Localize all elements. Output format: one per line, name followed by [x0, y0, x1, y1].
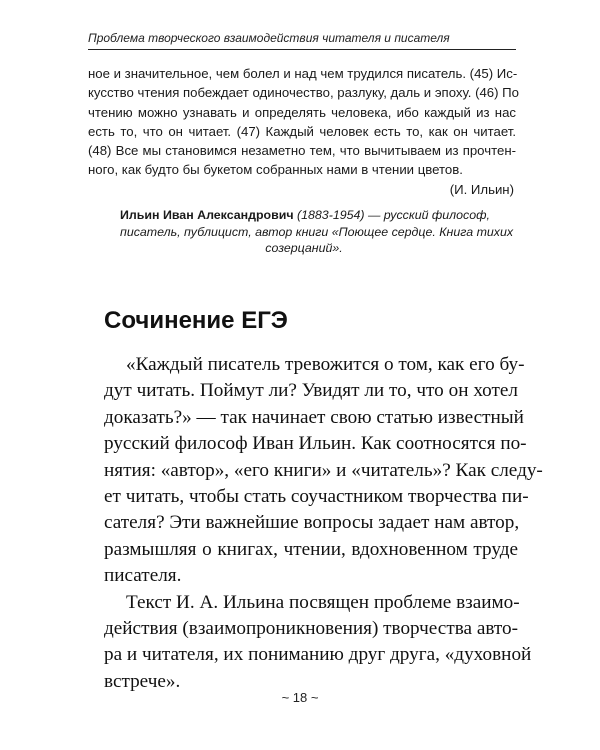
essay-line: размышляя о книгах, чтении, вдохновенном труде: [104, 538, 518, 560]
bio-line-3: созерцаний».: [265, 241, 343, 255]
essay-line: Текст И. А. Ильина посвящен проблеме взаимо-: [126, 591, 520, 613]
excerpt-line: ное и значительное, чем болел и над чем трудился писатель. (45) Ис-: [88, 66, 518, 81]
essay-line: доказать?» — так начинает свою статью известный: [104, 406, 524, 428]
essay-line: встрече».: [104, 670, 181, 692]
bio-line-2: писатель, публицист, автор книги «Поющее сердце. Книга тихих: [120, 224, 514, 239]
essay-line: нятия: «автор», «его книги» и «читатель»? Как следу-: [104, 459, 543, 481]
essay-body: [104, 352, 543, 695]
essay-line: писателя.: [104, 565, 182, 587]
section-title: Сочинение ЕГЭ: [104, 307, 288, 334]
essay-line: русский философ Иван Ильин. Как соотносятся по-: [104, 433, 527, 455]
essay-line: дут читать. Поймут ли? Увидят ли то, что он хотел: [104, 380, 518, 402]
excerpt-line: кусство чтения побеждает одиночество, разлуку, даль и эпоху. (46) По: [88, 85, 519, 101]
essay-line: сателя? Эти важнейшие вопросы задает нам автор,: [104, 512, 520, 534]
bio-dates-role: (1883-1954) — русский философ,: [293, 208, 490, 222]
essay-line: ра и читателя, их пониманию друг друга, «духовной: [104, 644, 532, 666]
bio-author-name: Ильин Иван Александрович: [120, 208, 294, 222]
essay-line: действия (взаимопроникновения) творчества авто-: [104, 618, 519, 640]
bio-line-1: [120, 207, 488, 224]
page-number: ~ 18 ~: [281, 690, 319, 705]
source-text-excerpt: [88, 64, 519, 199]
header-rule: [88, 49, 516, 50]
excerpt-line: чтению можно узнавать и определять человека, ибо каждый из нас: [88, 104, 516, 120]
excerpt-line: есть то, что он читает. (47) Каждый человек есть то, как он читает.: [88, 123, 516, 139]
excerpt-author: (И. Ильин): [449, 181, 514, 197]
author-bio: [120, 207, 514, 257]
essay-line: ет читать, чтобы стать соучастником творчества пи-: [104, 486, 529, 508]
running-header: Проблема творческого взаимодействия читателя и писателя: [88, 31, 450, 45]
excerpt-line: (48) Все мы становимся незаметно тем, что вычитываем из прочтен-: [88, 143, 516, 159]
essay-line: «Каждый писатель тревожится о том, как его бу-: [126, 354, 525, 375]
excerpt-line: ного, как будто бы букетом собранных нами в чтении цветов.: [88, 162, 463, 178]
